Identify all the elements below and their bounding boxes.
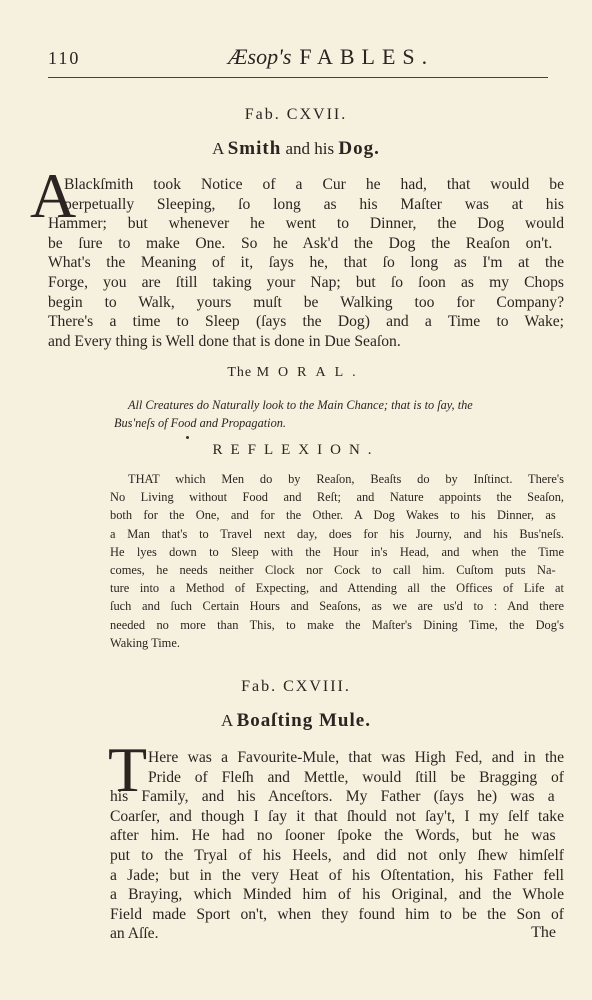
- fable-text-2: [110, 748, 564, 944]
- text-line: and Every thing is Well done that is done in Due Seaſon.: [48, 332, 401, 350]
- reflexion-line: ſuch and ſuch Certain Hours and Seaſons, as we are us'd to : And there: [110, 599, 564, 614]
- moral-line: All Creatures do Naturally look to the Main Chance; that is to ſay, the: [128, 398, 473, 412]
- reflexion-line: comes, he needs neither Clock nor Cock to call him. Cuſtom puts Na-: [110, 562, 556, 577]
- text-line: Field made Sport on't, when they found him to be the Son of: [110, 905, 564, 923]
- fable-title-2: [0, 710, 592, 732]
- moral-heading-word: MORAL.: [256, 365, 365, 380]
- text-line: Blackſmith took Notice of a Cur he had, that would be: [64, 176, 564, 193]
- fable-title-blackletter-2: Dog.: [338, 138, 380, 159]
- drop-cap: A: [30, 160, 77, 231]
- text-line: Forge, you are ſtill taking your Nap; but ſo ſoon as my Chops: [48, 273, 564, 291]
- running-title: [228, 44, 434, 70]
- text-line: Hammer; but whenever he went to Dinner, the Dog would: [48, 215, 564, 233]
- moral-text: [114, 396, 564, 432]
- text-line: be ſure to make One. So he Ask'd the Dog the Reaſon on't.: [48, 234, 553, 252]
- fable-title: [0, 138, 592, 160]
- fable-number: Fab. CXVII.: [244, 106, 348, 123]
- page-number: 110: [48, 48, 81, 68]
- text-line: What's the Meaning of it, ſays he, that ſo long as I'm at the: [48, 254, 564, 272]
- running-title-italic: Æsop's: [228, 44, 292, 69]
- fable-title-blackletter-1: Smith: [227, 138, 282, 159]
- reflexion-line: Waking Time.: [110, 635, 180, 650]
- running-header: [48, 44, 548, 74]
- running-title-caps: FABLES.: [299, 44, 435, 69]
- reflexion-line: a Man that's to Travel next day, does for his Journy, and his Bus'neſs.: [110, 526, 564, 541]
- reflexion-line: THAT which Men do by Reaſon, Beaſts do by Inſtinct. There's: [128, 472, 564, 486]
- fable-text: [48, 175, 564, 351]
- text-line: an Aſſe.: [110, 925, 159, 943]
- reflexion-line: both for the One, and for the Other. A Dog Wakes to his Dinner, as: [110, 508, 556, 523]
- text-line: his Family, and his Anceſtors. My Father (ſays he) was a: [110, 788, 555, 806]
- reflexion-text: [110, 470, 564, 652]
- text-line: There's a time to Sleep (ſays the Dog) and a Time to Wake;: [48, 313, 564, 331]
- fable-title-article: A: [212, 139, 224, 158]
- drop-cap-2: T: [108, 734, 148, 805]
- catchword: The: [531, 924, 556, 941]
- reflexion-line: No Living without Food and Reſt; and Nature appoints the Seaſon,: [110, 490, 564, 505]
- text-line: Here was a Favourite-Mule, that was High Fed, and in the: [148, 749, 564, 766]
- moral-line: Bus'neſs of Food and Propagation.: [114, 416, 286, 430]
- text-line: begin to Walk, yours muſt be Walking too for Company?: [48, 293, 564, 311]
- text-line: Coarſer, and though I ſay it that ſhould not ſay't, I my ſelf take: [110, 807, 564, 825]
- text-line: after him. He had no ſooner ſpoke the Words, but he was: [110, 827, 556, 845]
- text-line: perpetually Sleeping, ſo long as his Maſter was at his: [64, 195, 564, 213]
- reflexion-line: He lyes down to Sleep with the Hour in's Head, and when the Time: [110, 544, 564, 559]
- moral-heading-the: The: [227, 365, 253, 380]
- reflexion-heading: REFLEXION.: [212, 442, 380, 458]
- fable-title-2-blackletter: Boaſting Mule.: [236, 710, 371, 731]
- text-line: put to the Tryal of his Heels, and did not only ſhew himſelf: [110, 846, 564, 864]
- text-line: Pride of Fleſh and Mettle, would ſtill be Bragging of: [148, 768, 564, 786]
- fable-title-middle: and his: [285, 139, 335, 158]
- ornament-dot: [186, 436, 189, 439]
- text-line: a Braying, which Minded him of his Original, and the Whole: [110, 886, 564, 904]
- moral-heading: [0, 365, 592, 381]
- fable-number-2: Fab. CXVIII.: [241, 678, 351, 695]
- fable-title-2-article: A: [221, 711, 233, 730]
- header-rule: [48, 77, 548, 78]
- reflexion-line: needed no more than This, to make the Maſter's Dining Time, the Dog's: [110, 617, 564, 632]
- text-line: a Jade; but in the very Heat of his Oſtentation, his Father fell: [110, 866, 564, 884]
- reflexion-line: ture into a Method of Expecting, and Attending all the Offices of Life at: [110, 581, 564, 596]
